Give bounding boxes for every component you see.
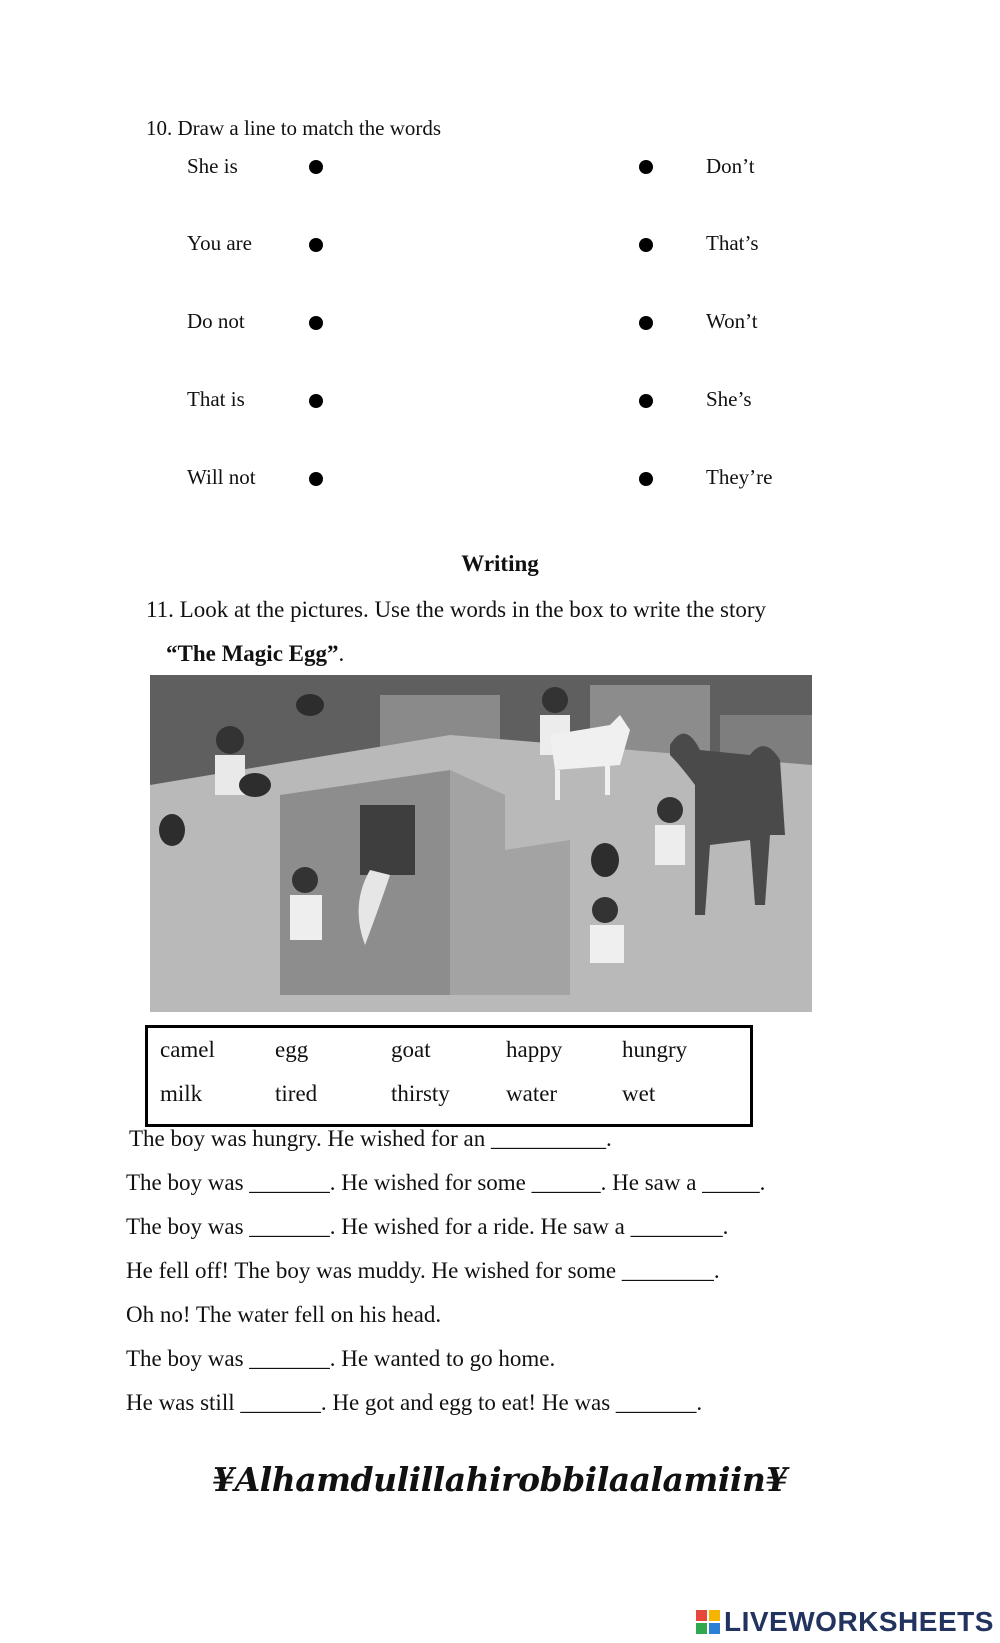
match-left-dot[interactable] [309,160,323,174]
match-left-word: You are [187,231,252,255]
match-right-dot[interactable] [639,394,653,408]
match-right-dot[interactable] [639,472,653,486]
match-left-word: That is [187,387,245,411]
story-line: The boy was _______. He wished for a ride. He saw a ________. [126,1214,729,1239]
word-box-word: hungry [622,1037,688,1062]
story-line: He was still _______. He got and egg to eat! He was _______. [126,1390,703,1415]
story-line: Oh no! The water fell on his head. [126,1302,442,1327]
story-title: “The Magic Egg”. [166,641,345,666]
match-right-word: She’s [706,387,752,411]
match-right-word: That’s [706,231,759,255]
brand-name: LIVEWORKSHEETS [724,1606,994,1637]
match-left-word: She is [187,154,238,178]
word-box-word: goat [391,1037,431,1062]
match-left-word: Will not [187,465,256,489]
match-left-word: Do not [187,309,245,333]
match-left-dot[interactable] [309,238,323,252]
question-10-title: 10. Draw a line to match the words [146,116,442,140]
logo-square-green [696,1623,707,1634]
match-right-dot[interactable] [639,316,653,330]
liveworksheets-brand[interactable] [696,1607,994,1637]
match-right-dot[interactable] [639,238,653,252]
word-box-word: water [506,1081,558,1106]
story-line: The boy was hungry. He wished for an __________. [129,1126,612,1151]
story-line: The boy was _______. He wished for some ______. He saw a _____. [126,1170,766,1195]
story-illustration [150,675,812,1012]
match-right-word: Won’t [706,309,758,333]
match-right-word: Don’t [706,154,755,178]
match-right-dot[interactable] [639,160,653,174]
liveworksheets-logo-icon [696,1610,720,1634]
word-box-word: milk [160,1081,203,1106]
match-right-word: They’re [706,465,773,489]
word-box-word: tired [275,1081,318,1106]
word-box-word: wet [622,1081,656,1106]
match-left-dot[interactable] [309,472,323,486]
closing-signature: ¥Alhamdulillahirobbilaalamiin¥ [212,1460,788,1499]
logo-square-yellow [709,1610,720,1621]
match-left-dot[interactable] [309,394,323,408]
word-box-word: camel [160,1037,215,1062]
word-box-word: egg [275,1037,309,1062]
question-11-instruction: 11. Look at the pictures. Use the words in the box to write the story [146,597,767,622]
match-left-dot[interactable] [309,316,323,330]
word-box [145,1025,753,1127]
section-title-writing: Writing [461,551,539,576]
word-box-word: thirsty [391,1081,450,1106]
logo-square-red [696,1610,707,1621]
story-line: The boy was _______. He wanted to go home. [126,1346,556,1371]
logo-square-blue [709,1623,720,1634]
word-box-word: happy [506,1037,563,1062]
story-line: He fell off! The boy was muddy. He wished for some ________. [126,1258,720,1283]
